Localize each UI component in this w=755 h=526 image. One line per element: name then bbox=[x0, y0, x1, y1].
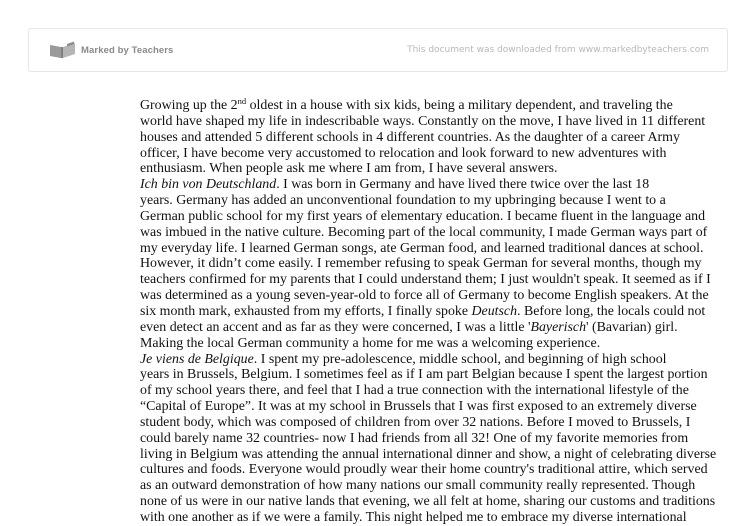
text-line: as an outward demonstration of how many nations our small community really represented. Though bbox=[140, 478, 696, 494]
essay-body bbox=[100, 96, 717, 526]
text-run: ' (Bavarian) girl. bbox=[586, 319, 678, 335]
text-line: years. Germany has added an unconventional foundation to my upbringing because I went to a bbox=[140, 193, 666, 209]
text-line: However, it didn’t come easily. I remember refusing to speak German for several months, though my bbox=[140, 256, 702, 272]
text-line: teachers confirmed for my parents that I could understand them; I just wouldn't speak. It seemed as if I bbox=[140, 272, 711, 288]
text-line: enthusiasm. When people ask me where I am from, I have several answers. bbox=[140, 161, 558, 177]
italic-phrase: Je viens de Belgique bbox=[140, 351, 254, 367]
text-line: officer, I have become very accustomed to relocation and look forward to new adventures with bbox=[140, 145, 667, 161]
download-header bbox=[28, 28, 728, 72]
essay-paragraph-3 bbox=[100, 351, 717, 526]
text-line: world have shaped my life in indescribable ways. Constantly on the move, I have lived in 11 different bbox=[140, 113, 706, 129]
text-line: years in Brussels, Belgium. I sometimes feel as if I am part Belgian because I spent the largest portion bbox=[140, 367, 708, 383]
text-run: . I spent my pre-adolescence, middle school, and beginning of high school bbox=[253, 351, 667, 367]
text-run: . Before long, the locals could not bbox=[517, 303, 706, 319]
text-line: of my school years there, and feel that I had a true connection with the international lifestyle of the bbox=[140, 383, 689, 399]
logo-text: Marked by Teachers bbox=[81, 44, 174, 56]
text-line bbox=[100, 177, 672, 193]
text-line: was imbued in the native culture. Becoming part of the local community, I made German ways part of bbox=[140, 224, 708, 240]
italic-phrase: Deutsch bbox=[471, 303, 518, 319]
text-line: with one another as if we were a family. This night helped me to embrace my diverse international bbox=[140, 509, 687, 525]
text-line: my everyday life. I learned German songs, ate German food, and learned traditional dances at school. bbox=[140, 240, 704, 256]
text-line: could barely name 32 countries- now I had friends from all 32! One of my favorite memories from bbox=[140, 430, 689, 446]
text-line: Making the local German community a home for me was a welcoming experience. bbox=[140, 335, 601, 351]
open-book-icon bbox=[49, 41, 76, 59]
text-line: student body, which was composed of children from over 32 nations. Before I moved to Brussels, I bbox=[140, 414, 691, 430]
text-run: Growing up the 2 bbox=[140, 98, 238, 113]
text-run: even detect an accent and as far as they were concerned, I was a little ' bbox=[140, 319, 531, 335]
text-line bbox=[100, 319, 678, 336]
text-line: German public school for my first years of elementary education. I became fluent in the language and bbox=[140, 208, 706, 224]
text-line bbox=[100, 98, 672, 114]
text-line: houses and attended 5 different schools in 4 different countries. As the daughter of a career Army bbox=[140, 129, 680, 145]
text-line: cultures and foods. Everyone would proudly wear their home country's traditional attire, which served bbox=[140, 462, 708, 478]
superscript: nd bbox=[237, 96, 247, 106]
text-line: was determined as a young seven-year-old to force all of Germany to become English speakers. At the bbox=[140, 288, 709, 304]
marked-by-teachers-logo[interactable] bbox=[49, 41, 173, 59]
text-line: living in Belgium was attending the annual international dinner and show, a night of celebrating diverse bbox=[140, 446, 717, 462]
essay-paragraph-1 bbox=[100, 96, 706, 177]
text-run: oldest in a house with six kids, being a military dependent, and traveling the bbox=[246, 98, 673, 113]
text-run: six month mark, exhausted from my efforts, I finally spoke bbox=[140, 303, 472, 319]
text-line bbox=[100, 352, 672, 368]
text-run: . I was born in Germany and have lived there twice over the last 18 bbox=[276, 177, 650, 193]
essay-paragraph-2 bbox=[100, 177, 711, 351]
text-line: “Capital of Europe”. It was at my school in Brussels that I was first exposed to an extremely diverse bbox=[140, 399, 697, 415]
italic-phrase: Ich bin von Deutschland bbox=[140, 177, 277, 193]
text-line bbox=[100, 303, 706, 320]
italic-phrase: Bayerisch bbox=[530, 319, 587, 335]
download-notice: This document was downloaded from www.markedbyteachers.com bbox=[407, 45, 709, 55]
text-line: none of us were in our native lands that evening, we all felt at home, sharing our customs and traditions bbox=[140, 494, 716, 510]
